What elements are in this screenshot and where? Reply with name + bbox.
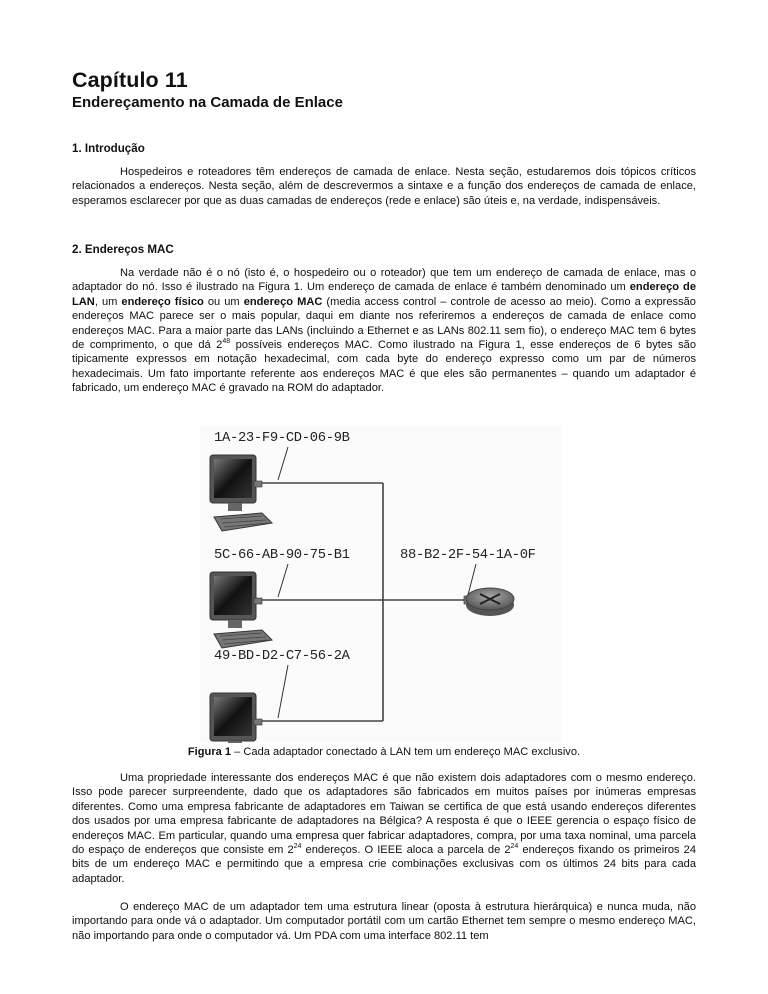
text-run: endereços fixando os primeiros 24 bits de um endereço MAC e permitindo que a empresa crie combinações exclusivas com os últimos 24 bits para cada adaptador.	[72, 844, 697, 885]
text-run: endereços. O IEEE aloca a parcela de 2	[301, 844, 511, 857]
host-2-mac-label: 5C-66-AB-90-75-B1	[214, 548, 350, 563]
term-lan-address: endereço de LAN	[72, 281, 696, 308]
mac-paragraph-2	[72, 771, 696, 886]
exponent: 24	[510, 843, 519, 851]
intro-paragraph	[72, 165, 696, 208]
text-run: possíveis endereços MAC. Como ilustrado na Figura 1, esse endereços de 6 bytes são tipicamente expressos em notação hexadecimal, com cada byte do endereço expresso como um par de números hexadecimais. Um fato importante referente aos endereços MAC é que eles são permanentes – quando um adaptador é fabricado, um endereço MAC é gravado na ROM do adaptador.	[72, 339, 696, 395]
text-run: ou um	[203, 295, 244, 308]
term-mac-address: endereço MAC	[243, 295, 323, 308]
router-icon	[464, 588, 514, 616]
figure-caption	[72, 746, 696, 758]
figure-lan-diagram	[200, 425, 562, 743]
text-run: Uma propriedade interessante dos endereços MAC é que não existem dois adaptadores com o mesmo endereço. Isso pode parecer surpreendente, dado que os adaptadores são fabricados em muitos países por inúmeras empresas diferentes. Como uma empresa fabricante de adaptadores em Taiwan se certifica de que está usando endereços diferentes dos usados por uma empresa fabricante de adaptadores na Bélgica? A resposta é que o IEEE gerencia o espaço físico de endereços MAC. Em particular, quando uma empresa quer fabricar adaptadores, compra, por uma taxa nominal, uma parcela do espaço de endereços que consiste em 2	[72, 772, 696, 857]
label-leader	[278, 564, 288, 597]
mac-paragraph-3	[72, 900, 696, 943]
exponent: 48	[222, 338, 231, 346]
text-run: (media access control – controle de acesso ao meio). Como a expressão endereços MAC parece ser o mais popular, daqui em diante nos referiremos a endereços de camada de enlace como endereços MAC. Para a maior parte das LANs (incluindo a Ethernet e as LANs 802.11 sem fio), o endereço MAC tem 6 bytes de comprimento, o que dá 2	[72, 295, 696, 352]
label-leader	[278, 447, 288, 480]
host-3-mac-label: 49-BD-D2-C7-56-2A	[214, 649, 350, 664]
mac-paragraph-1	[72, 266, 696, 396]
lan-diagram-svg	[200, 425, 562, 743]
figure-caption-label: Figura 1	[187, 746, 232, 758]
computer-icon	[210, 455, 272, 531]
chapter-subtitle: Endereçamento na Camada de Enlace	[72, 94, 343, 111]
computer-icon	[210, 572, 272, 648]
text-run: Na verdade não é o nó (isto é, o hospedeiro ou o roteador) que tem um endereço de camada de enlace, mas o adaptador do nó. Isso é ilustrado na Figura 1. Um endereço de camada de enlace é também denominado um	[72, 267, 696, 294]
exponent: 24	[293, 843, 302, 851]
host-1-mac-label: 1A-23-F9-CD-06-9B	[214, 431, 350, 446]
intro-paragraph-text: Hospedeiros e roteadores têm endereços de camada de enlace. Nesta seção, estudaremos dois tópicos críticos relacionados a endereços. Nesta seção, além de descrevermos a sintaxe e a função dos endereços de camada de enlace, esperamos esclarecer por que as duas camadas de endereços (rede e enlace) são úteis e, na verdade, indispensáveis.	[72, 166, 696, 207]
label-leader	[278, 665, 288, 718]
router-mac-label: 88-B2-2F-54-1A-0F	[400, 548, 536, 563]
chapter-title: Capítulo 11	[72, 68, 188, 92]
text-run: O endereço MAC de um adaptador tem uma estrutura linear (oposta à estrutura hierárquica) e nunca muda, não importando para onde vá o adaptador. Um computador portátil com um cartão Ethernet tem sempre o mesmo endereço MAC, não importando para onde o computador vá. Um PDA com uma interface 802.11 tem	[72, 901, 696, 942]
section-heading-enderecos-mac: 2. Endereços MAC	[72, 243, 174, 256]
section-heading-introducao: 1. Introdução	[72, 142, 145, 155]
computer-icon	[210, 693, 272, 743]
figure-caption-text: – Cada adaptador conectado à LAN tem um endereço MAC exclusivo.	[231, 746, 581, 758]
term-physical-address: endereço físico	[121, 295, 204, 308]
text-run: , um	[94, 295, 122, 308]
